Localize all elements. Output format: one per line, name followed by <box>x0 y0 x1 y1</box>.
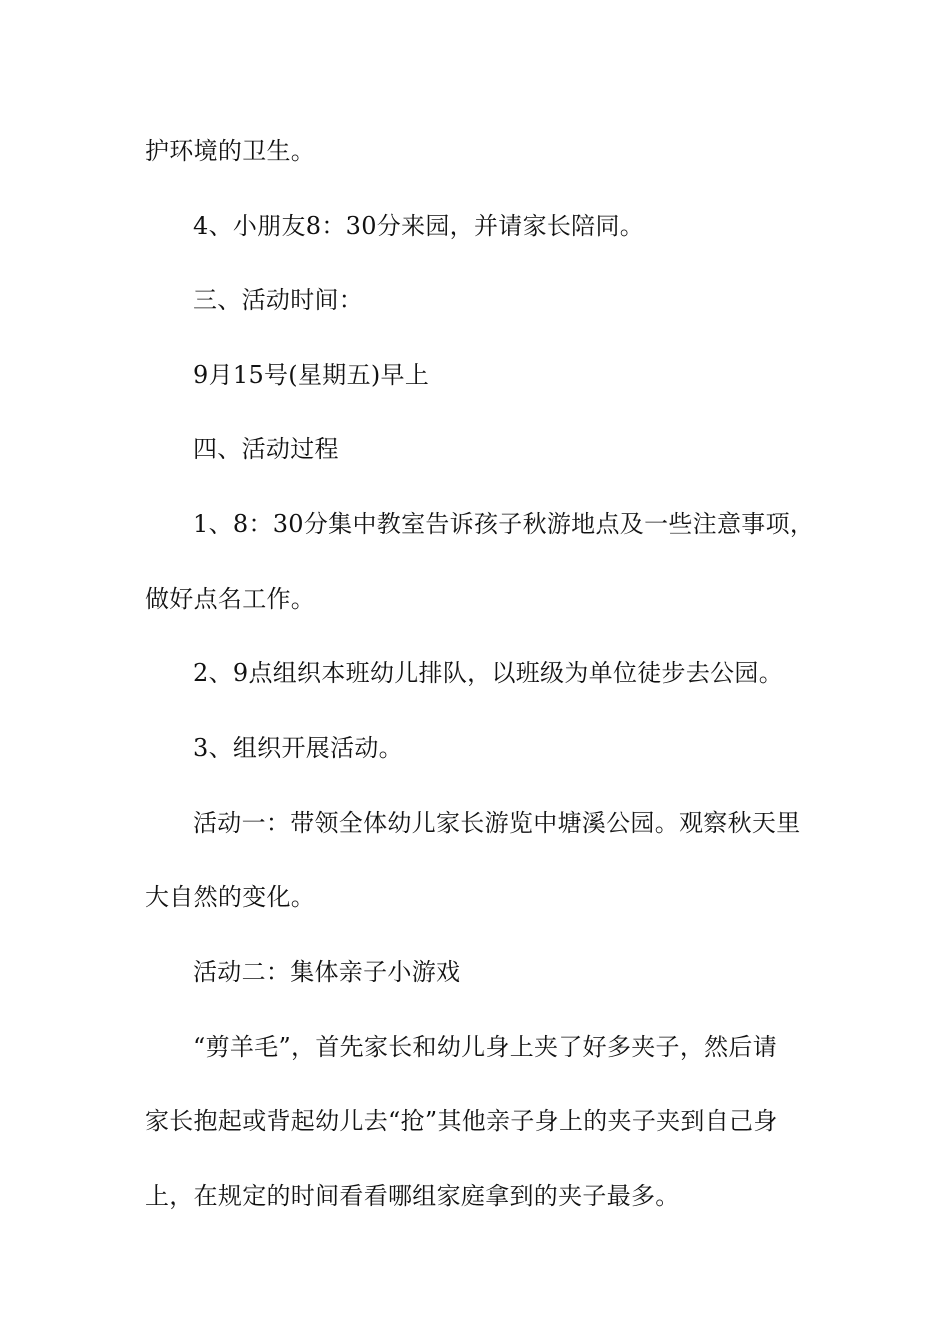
text-line-10: 活动一：带领全体幼儿家长游览中塘溪公园。观察秋天里 <box>193 809 801 837</box>
text-line-6: 1、8：30分集中教室告诉孩子秋游地点及一些注意事项， <box>193 510 815 538</box>
text-line-1: 护环境的卫生。 <box>145 137 316 165</box>
section-heading-activity-process: 四、活动过程 <box>193 435 339 463</box>
text-line-14: 家长抱起或背起幼儿去“抢”其他亲子身上的夹子夹到自己身 <box>145 1107 778 1135</box>
text-line-8: 2、9点组织本班幼儿排队，以班级为单位徒步去公园。 <box>193 659 784 687</box>
text-line-2: 4、小朋友8：30分来园，并请家长陪同。 <box>193 212 645 240</box>
text-line-9: 3、组织开展活动。 <box>193 734 403 762</box>
text-line-date: 9月15号(星期五)早上 <box>193 361 430 389</box>
text-line-12: 活动二：集体亲子小游戏 <box>193 958 461 986</box>
text-line-15: 上，在规定的时间看看哪组家庭拿到的夹子最多。 <box>145 1182 680 1210</box>
text-line-13: “剪羊毛”，首先家长和幼儿身上夹了好多夹子，然后请 <box>193 1033 778 1061</box>
text-line-11: 大自然的变化。 <box>145 883 316 911</box>
text-line-7: 做好点名工作。 <box>145 585 316 613</box>
section-heading-activity-time: 三、活动时间： <box>193 286 364 314</box>
